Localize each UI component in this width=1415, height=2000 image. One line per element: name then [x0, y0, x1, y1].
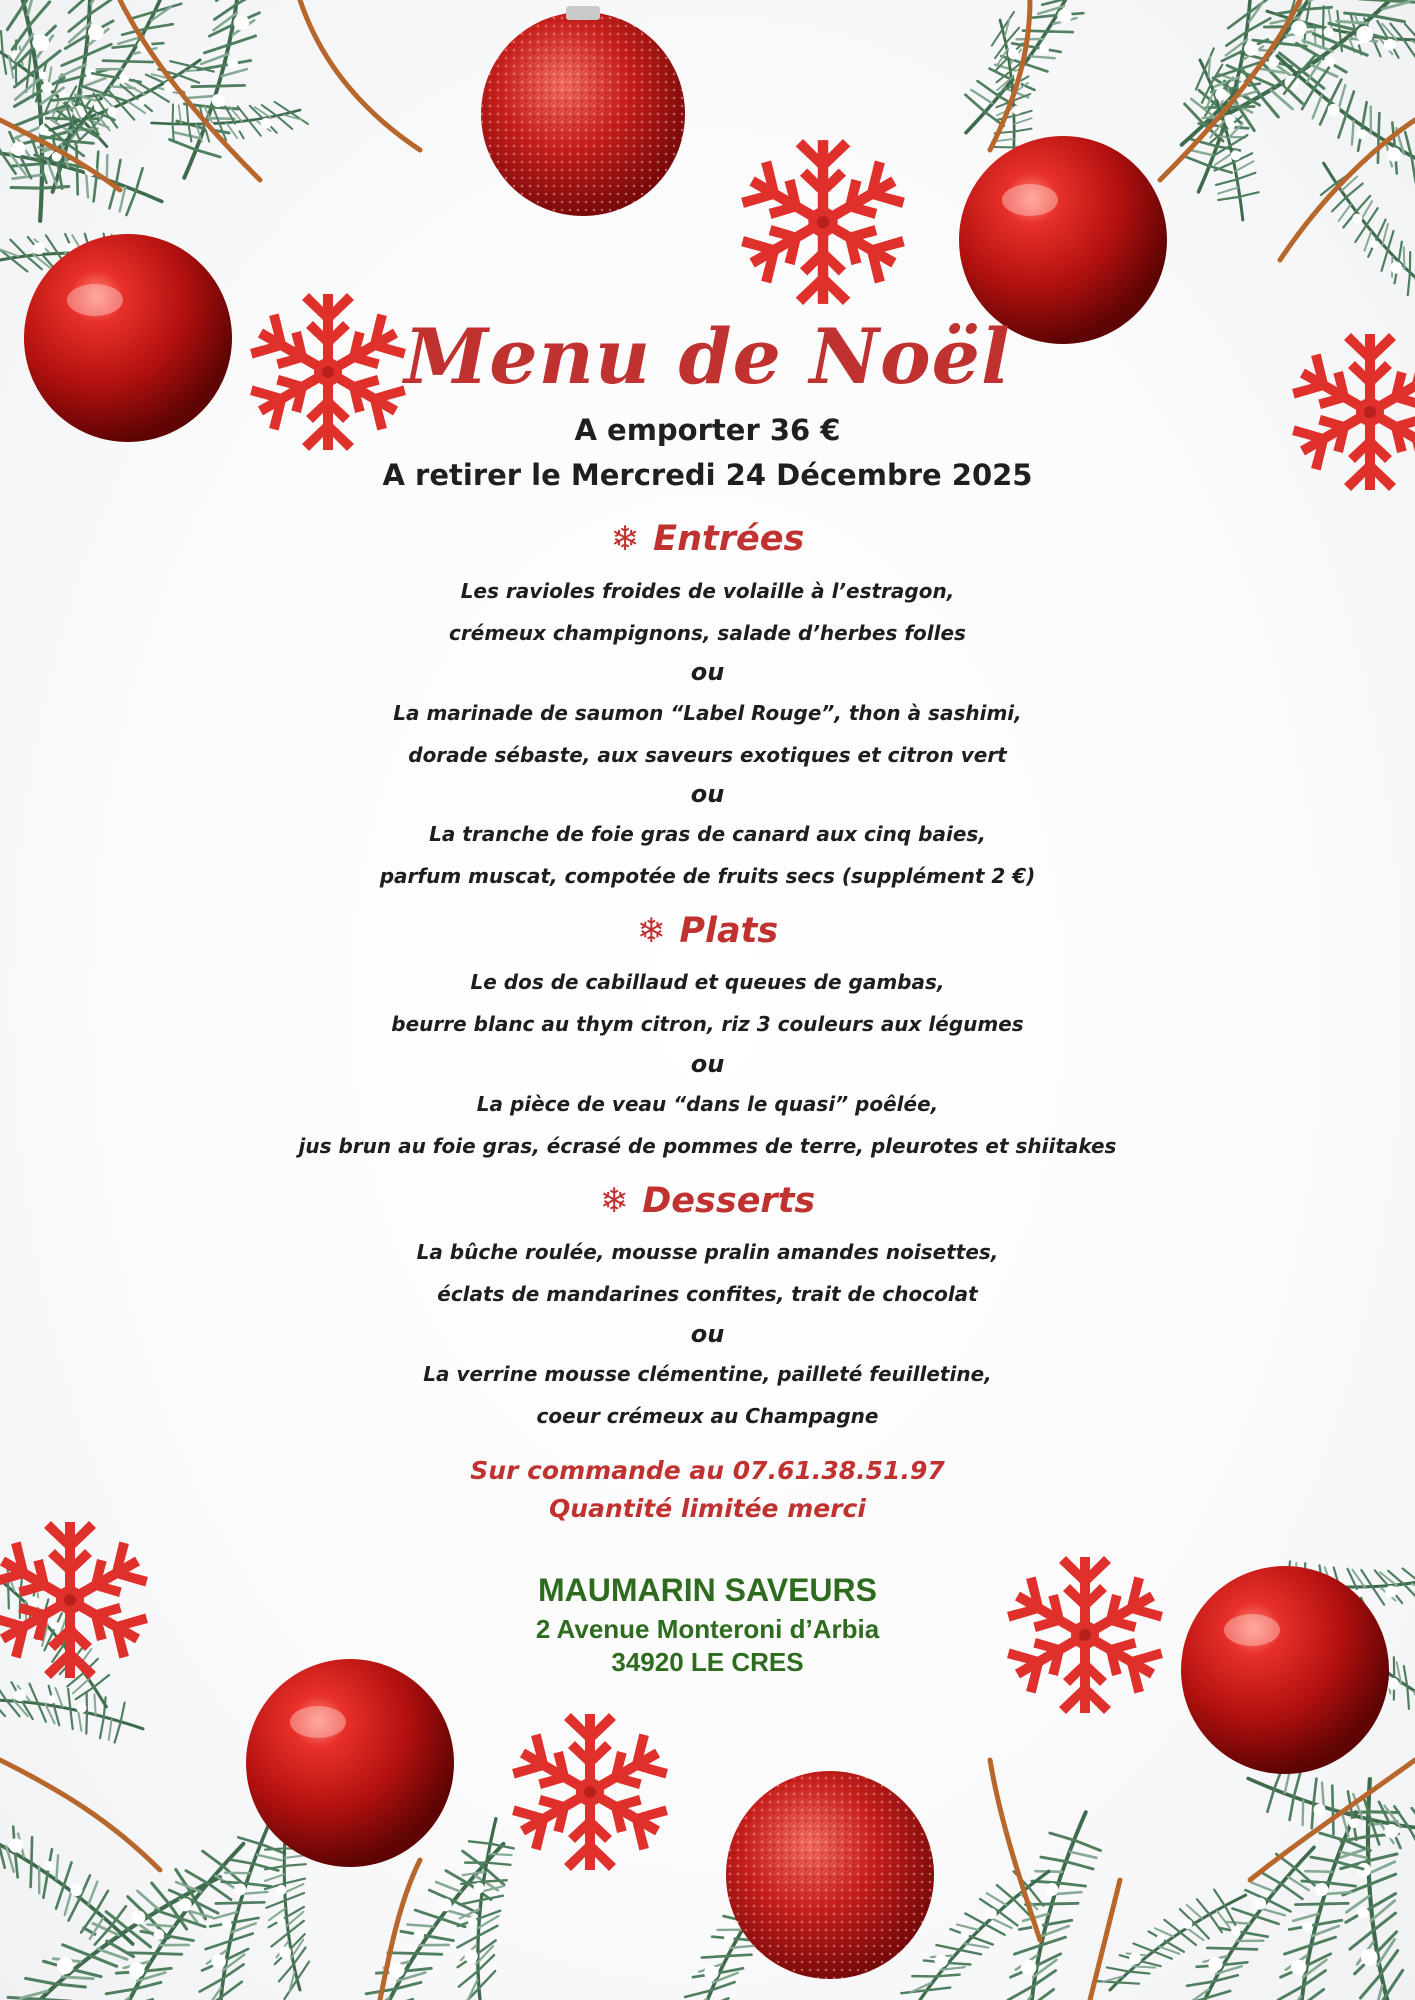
snowflake-icon: ❄ [599, 1181, 629, 1221]
order-phone-line: Sur commande au 07.61.38.51.97 [470, 1456, 945, 1485]
separator-ou: ou [690, 780, 725, 808]
section-title: Entrées [653, 519, 805, 559]
separator-ou: ou [690, 1050, 725, 1078]
dish-line: éclats de mandarines confites, trait de chocolat [437, 1282, 978, 1306]
section-title: Plats [679, 911, 779, 951]
dish-line: Les ravioles froides de volaille à l’estragon, [460, 579, 955, 603]
dish-line: coeur crémeux au Champagne [536, 1404, 879, 1428]
shop-address: 2 Avenue Monteroni d’Arbia [535, 1614, 880, 1644]
shop-name: MAUMARIN SAVEURS [538, 1572, 877, 1608]
section-heading-entrees [0, 519, 1415, 559]
price-line: A emporter 36 € [574, 413, 841, 447]
dish-line: Le dos de cabillaud et queues de gambas, [470, 970, 945, 994]
separator-ou: ou [690, 658, 725, 686]
section-heading-desserts [0, 1181, 1415, 1221]
dish-line: beurre blanc au thym citron, riz 3 couleurs aux légumes [391, 1012, 1024, 1036]
snowflake-icon: ❄ [610, 519, 640, 559]
dish-line: La pièce de veau “dans le quasi” poêlée, [476, 1092, 939, 1116]
section-heading-plats [0, 911, 1415, 951]
page-title: Menu de Noël [404, 312, 1011, 401]
dish-line: La verrine mousse clémentine, pailleté feuilletine, [423, 1362, 992, 1386]
separator-ou: ou [690, 1320, 725, 1348]
dish-line: La tranche de foie gras de canard aux cinq baies, [429, 822, 986, 846]
limited-quantity-line: Quantité limitée merci [549, 1494, 866, 1523]
section-title: Desserts [642, 1181, 816, 1221]
snowflake-icon: ❄ [636, 911, 666, 951]
shop-city: 34920 LE CRES [611, 1647, 804, 1677]
dish-line: La bûche roulée, mousse pralin amandes noisettes, [416, 1240, 999, 1264]
pickup-line: A retirer le Mercredi 24 Décembre 2025 [382, 458, 1033, 492]
dish-line: dorade sébaste, aux saveurs exotiques et citron vert [408, 743, 1007, 767]
dish-line: parfum muscat, compotée de fruits secs (supplément 2 €) [379, 864, 1036, 888]
dish-line: La marinade de saumon “Label Rouge”, thon à sashimi, [393, 701, 1022, 725]
dish-line: crémeux champignons, salade d’herbes folles [449, 621, 966, 645]
dish-line: jus brun au foie gras, écrasé de pommes de terre, pleurotes et shiitakes [298, 1134, 1117, 1158]
